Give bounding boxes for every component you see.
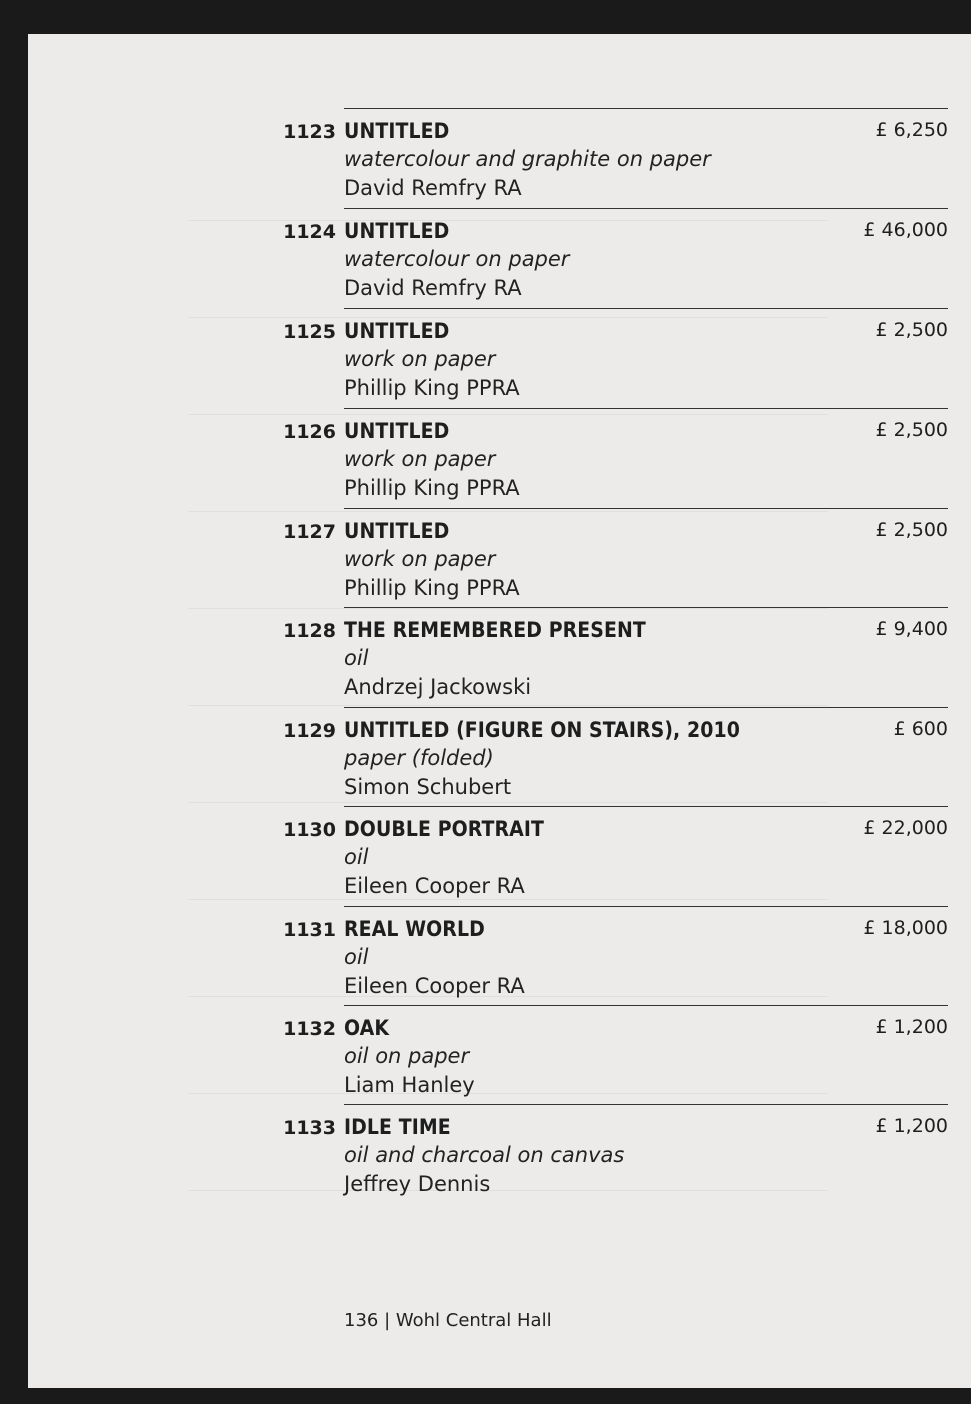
- lot-number: 1133: [283, 1117, 336, 1139]
- catalogue-entry: [283, 408, 948, 504]
- artist-name: Eileen Cooper RA: [344, 974, 525, 998]
- artwork-medium: work on paper: [344, 547, 496, 571]
- artist-name: Jeffrey Dennis: [344, 1172, 491, 1196]
- artist-name: Liam Hanley: [344, 1073, 475, 1097]
- artist-name: David Remfry RA: [344, 176, 522, 200]
- artist-name: Andrzej Jackowski: [344, 675, 532, 699]
- artwork-price: £ 2,500: [875, 419, 948, 441]
- catalogue-entry: [283, 806, 948, 902]
- artwork-price: £ 46,000: [863, 219, 948, 241]
- lot-number: 1129: [283, 720, 336, 742]
- artwork-price: £ 22,000: [863, 817, 948, 839]
- catalogue-entry: [283, 607, 948, 703]
- artwork-title: UNTITLED: [344, 519, 450, 543]
- artist-name: Phillip King PPRA: [344, 576, 520, 600]
- lot-number: 1132: [283, 1018, 336, 1040]
- artwork-title: DOUBLE PORTRAIT: [344, 817, 544, 841]
- artwork-medium: oil: [344, 945, 369, 969]
- artwork-medium: oil: [344, 845, 369, 869]
- artwork-title: THE REMEMBERED PRESENT: [344, 618, 646, 642]
- catalogue-entry: [283, 1104, 948, 1200]
- artwork-medium: paper (folded): [344, 746, 494, 770]
- catalogue-entry: [283, 906, 948, 1002]
- artwork-medium: oil on paper: [344, 1044, 470, 1068]
- lot-number: 1127: [283, 521, 336, 543]
- page-footer: 136 | Wohl Central Hall: [344, 1310, 552, 1331]
- artwork-price: £ 2,500: [875, 519, 948, 541]
- artist-name: David Remfry RA: [344, 276, 522, 300]
- artist-name: Eileen Cooper RA: [344, 874, 525, 898]
- lot-number: 1130: [283, 819, 336, 841]
- artwork-price: £ 600: [893, 718, 948, 740]
- lot-number: 1126: [283, 421, 336, 443]
- artwork-title: REAL WORLD: [344, 917, 485, 941]
- artwork-title: IDLE TIME: [344, 1115, 451, 1139]
- artwork-price: £ 9,400: [875, 618, 948, 640]
- artwork-medium: work on paper: [344, 447, 496, 471]
- artwork-price: £ 18,000: [863, 917, 948, 939]
- catalogue-entry: [283, 108, 948, 204]
- artwork-price: £ 6,250: [875, 119, 948, 141]
- artwork-price: £ 1,200: [875, 1115, 948, 1137]
- catalogue-page: [28, 34, 971, 1388]
- artist-name: Phillip King PPRA: [344, 376, 520, 400]
- catalogue-entry: [283, 308, 948, 404]
- artwork-title: UNTITLED: [344, 219, 450, 243]
- artwork-medium: watercolour on paper: [344, 247, 570, 271]
- lot-number: 1124: [283, 221, 336, 243]
- artwork-price: £ 1,200: [875, 1016, 948, 1038]
- artwork-title: OAK: [344, 1016, 390, 1040]
- lot-number: 1131: [283, 919, 336, 941]
- artwork-medium: oil: [344, 646, 369, 670]
- artwork-medium: watercolour and graphite on paper: [344, 147, 711, 171]
- artwork-title: UNTITLED (FIGURE ON STAIRS), 2010: [344, 718, 740, 742]
- artwork-price: £ 2,500: [875, 319, 948, 341]
- artwork-medium: work on paper: [344, 347, 496, 371]
- artwork-medium: oil and charcoal on canvas: [344, 1143, 625, 1167]
- lot-number: 1123: [283, 121, 336, 143]
- artist-name: Phillip King PPRA: [344, 476, 520, 500]
- catalogue-entry: [283, 1005, 948, 1101]
- artwork-title: UNTITLED: [344, 119, 450, 143]
- catalogue-entry: [283, 508, 948, 604]
- artist-name: Simon Schubert: [344, 775, 512, 799]
- catalogue-entry: [283, 707, 948, 803]
- artwork-title: UNTITLED: [344, 419, 450, 443]
- lot-number: 1125: [283, 321, 336, 343]
- catalogue-entry: [283, 208, 948, 304]
- lot-number: 1128: [283, 620, 336, 642]
- artwork-title: UNTITLED: [344, 319, 450, 343]
